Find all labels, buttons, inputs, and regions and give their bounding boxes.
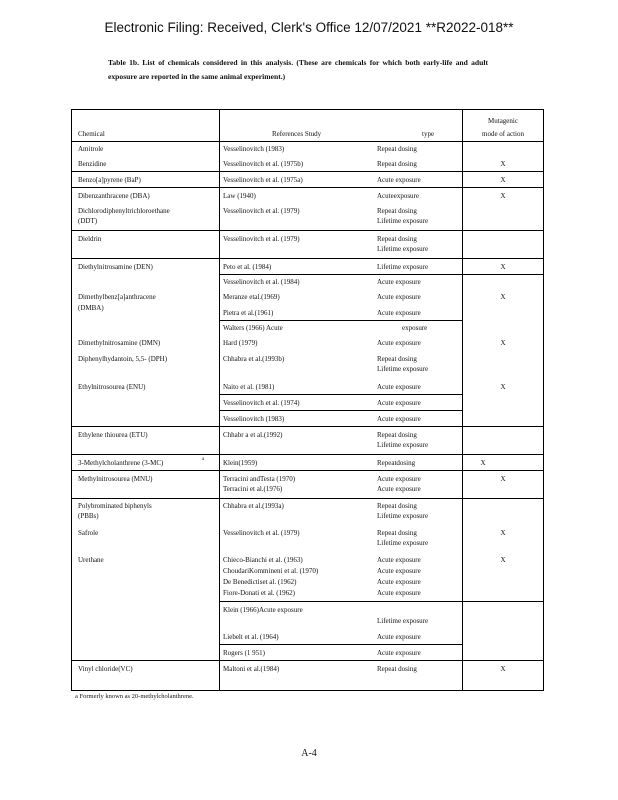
reference: Liebelt et al. (1964)	[223, 633, 279, 641]
study-type: Repeat dosing	[377, 207, 417, 215]
reference: Rogers (1 951)	[223, 649, 265, 657]
mutagenic-mark: X	[500, 293, 506, 301]
chemical-name: (PBBs)	[78, 512, 99, 520]
mutagenic-mark: X	[500, 263, 506, 271]
reference: ChoudariKommineni et al. (1970)	[223, 567, 319, 575]
reference: Chhabra et al.(1993a)	[223, 502, 284, 510]
reference: Pietra et al.(1961)	[223, 309, 274, 317]
chemical-name: Methylnitrosourea (MNU)	[78, 475, 153, 483]
row-rule	[72, 230, 543, 231]
chemical-name: Dimethylbenz[a]anthracene	[78, 293, 156, 301]
row-rule	[219, 320, 462, 321]
study-type: Acute exposure	[377, 578, 421, 586]
table-footnote: a Formerly known as 20-methylcholanthrene.	[75, 693, 194, 700]
study-type: Repeat dosing	[377, 665, 417, 673]
chemical-name: Benzo[a]pyrene (BaP)	[78, 176, 141, 184]
study-type: Acute exposure	[377, 176, 421, 184]
study-type: Acute exposure	[377, 383, 421, 391]
chemical-name: Safrole	[78, 529, 99, 537]
table-caption: Table 1b. List of chemicals considered in this analysis. (These are chemicals for which both early-life and adult exposure are reported in the same animal experiment.)	[108, 58, 488, 81]
row-rule	[72, 258, 543, 259]
chemical-name: Ethylnitrosourea (ENU)	[78, 383, 146, 391]
reference: Peto et al. (1984)	[223, 263, 272, 271]
study-type: Lifetime exposure	[377, 245, 429, 253]
study-type: Acute exposure	[377, 309, 421, 317]
reference: Vesselinovitch et al. (1979)	[223, 235, 300, 243]
row-rule	[72, 187, 543, 188]
page-number: A-4	[301, 748, 317, 759]
row-rule	[72, 470, 543, 471]
row-rule	[219, 394, 462, 395]
col-header-mode-of-action: mode of action	[482, 130, 524, 138]
study-type: Lifetime exposure	[377, 263, 429, 271]
chemical-name: Dibenzanthracene (DBA)	[78, 192, 150, 200]
reference: Terracini andTesta (1970)	[223, 475, 296, 483]
row-rule	[219, 410, 462, 411]
header-rule	[72, 141, 543, 142]
reference: Hard (1979)	[223, 339, 258, 347]
chemical-name: 3-Methylcholanthrene (3-MC)	[78, 459, 164, 467]
study-type: Acute exposure	[377, 415, 421, 423]
reference: Law (1940)	[223, 192, 256, 200]
reference: De Benedictiset al. (1962)	[223, 578, 297, 586]
study-type: Acute exposure	[377, 399, 421, 407]
reference: Vesselinovitch et al. (1984)	[223, 278, 300, 286]
study-type: Acute exposure	[377, 485, 421, 493]
mutagenic-mark: X	[500, 529, 506, 537]
reference: Vesselinovitch et al. (1979)	[223, 207, 300, 215]
filing-header: Electronic Filing: Received, Clerk's Office 12/07/2021 **R2022-018**	[104, 20, 514, 35]
mutagenic-mark: X	[500, 176, 506, 184]
study-type: Acute exposure	[377, 589, 421, 597]
study-type: Repeatdosing	[377, 459, 416, 467]
chemical-name: (DMBA)	[78, 304, 104, 312]
chemical-name: Ethylene thiourea (ETU)	[78, 431, 148, 439]
study-type: Acuteexposure	[377, 192, 419, 200]
chemical-name: Dimethylnitrosamine (DMN)	[78, 339, 161, 347]
reference: Maltoni et al.(1984)	[223, 665, 280, 673]
study-type: Acute exposure	[377, 475, 421, 483]
study-type: Repeat dosing	[377, 529, 417, 537]
row-rule	[72, 171, 543, 172]
study-type: Lifetime exposure	[377, 512, 429, 520]
mutagenic-mark: X	[500, 160, 506, 168]
chemical-name: Diethylnitrosamine (DEN)	[78, 263, 153, 271]
chemical-name: Amitrole	[78, 145, 104, 153]
chemical-name: (DDT)	[78, 217, 98, 225]
study-type: Acute exposure	[377, 649, 421, 657]
row-rule	[72, 454, 543, 455]
row-rule	[72, 426, 543, 427]
row-rule	[72, 660, 543, 661]
study-type: Lifetime exposure	[377, 539, 429, 547]
study-type: Lifetime exposure	[377, 217, 429, 225]
study-type: Acute exposure	[377, 293, 421, 301]
reference: Terracini et al.(1976)	[223, 485, 283, 493]
chemical-name: Benzidine	[78, 160, 107, 168]
study-type: Repeat dosing	[377, 235, 417, 243]
chemical-name: Vinyl chloride(VC)	[78, 665, 133, 673]
reference: Fiore-Donati et al. (1962)	[223, 589, 295, 597]
chemical-name: Dieldrin	[78, 235, 102, 243]
study-type: exposure	[402, 324, 428, 332]
col-header-references: References Study	[272, 130, 322, 138]
reference: Meranze etal.(1969)	[223, 293, 280, 301]
mutagenic-mark: X	[500, 383, 506, 391]
col-header-type: type	[422, 130, 435, 138]
reference: Walters (1966) Acute	[223, 324, 283, 332]
reference: Vesselinovitch et al. (1975a)	[223, 176, 303, 184]
reference: Vesselinovitch et al. (1979)	[223, 529, 300, 537]
study-type: Repeat dosing	[377, 502, 417, 510]
mutagenic-mark: X	[500, 475, 506, 483]
study-type: Acute exposure	[377, 633, 421, 641]
chemical-name: Urethane	[78, 556, 104, 564]
study-type: Repeat dosing	[377, 160, 417, 168]
reference: Chieco-Bianchi et al. (1963)	[223, 556, 303, 564]
chemicals-table	[71, 109, 544, 691]
footnote-marker: a	[202, 457, 205, 462]
mutagenic-mark: X	[500, 556, 506, 564]
reference: Chhabr a et al.(1992)	[223, 431, 283, 439]
mutagenic-mark: X	[500, 339, 506, 347]
row-rule	[219, 274, 543, 275]
reference: Naito et al. (1981)	[223, 383, 275, 391]
chemical-name: Dichlorodiphenyltrichloroethane	[78, 207, 170, 215]
study-type: Repeat dosing	[377, 145, 417, 153]
reference: Vesselinovitch et al. (1974)	[223, 399, 300, 407]
reference: Vesselinovitch (1983)	[223, 415, 285, 423]
study-type: Acute exposure	[377, 278, 421, 286]
mutagenic-mark: X	[500, 665, 506, 673]
reference: Klein(1959)	[223, 459, 258, 467]
reference: Vesselinovitch (1983)	[223, 145, 285, 153]
study-type: Repeat dosing	[377, 355, 417, 363]
reference: Vesselinovitch et al. (1975b)	[223, 160, 304, 168]
row-rule	[219, 601, 543, 602]
study-type: Acute exposure	[377, 567, 421, 575]
study-type: Lifetime exposure	[377, 617, 429, 625]
study-type: Repeat dosing	[377, 431, 417, 439]
column-divider	[219, 110, 220, 690]
chemical-name: Polybrominated biphenyls	[78, 502, 152, 510]
study-type: Lifetime exposure	[377, 441, 429, 449]
mutagenic-mark: X	[500, 192, 506, 200]
reference: Chhabra et al.(1993b)	[223, 355, 285, 363]
row-rule	[219, 644, 462, 645]
row-rule	[72, 498, 543, 499]
column-divider	[462, 110, 463, 690]
study-type: Lifetime exposure	[377, 365, 429, 373]
study-type: Acute exposure	[377, 339, 421, 347]
chemical-name: Diphenylhydantoin, 5,5- (DPH)	[78, 355, 168, 363]
col-header-mutagenic: Mutagenic	[488, 117, 518, 125]
study-type: Acute exposure	[377, 556, 421, 564]
reference: Klein (1966)Acute exposure	[223, 606, 303, 614]
col-header-chemical: Chemical	[78, 130, 105, 138]
mutagenic-mark: X	[480, 459, 486, 467]
